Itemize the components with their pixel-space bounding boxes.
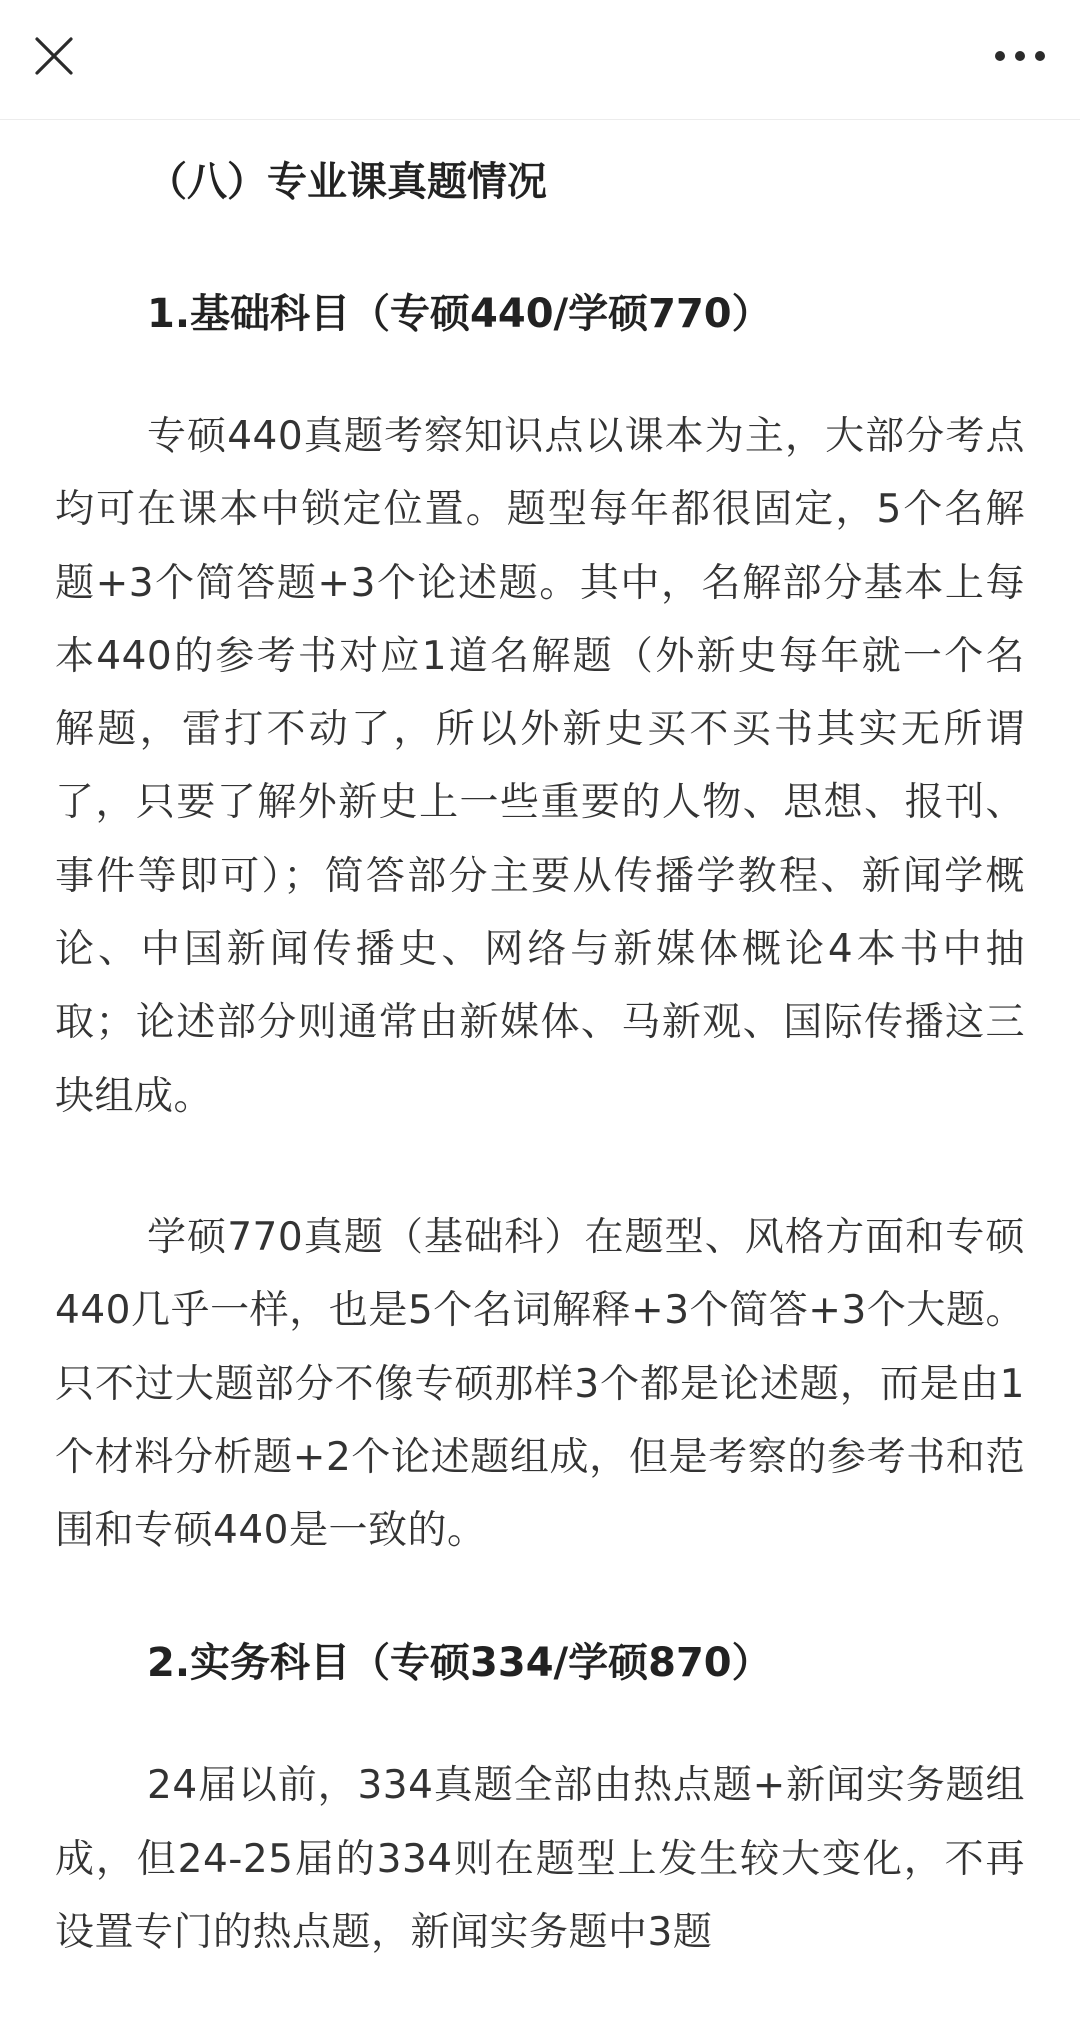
paragraph-1: 专硕440真题考察知识点以课本为主，大部分考点均可在课本中锁定位置。题型每年都很固定，5个名解题+3个简答题+3个论述题。其中，名解部分基本上每本440的参考书对应1道名解题（外新史每年就一个名解题，雷打不动了，所以外新史买不买书其实无所谓了，只要了解外新史上一些重要的人物、思想、报刊、事件等即可）；简答部分主要从传播学教程、新闻学概论、中国新闻传播史、网络与新媒体概论4本书中抽取；论述部分则通常由新媒体、马新观、国际传播这三块组成。 (55, 414, 1025, 1119)
article-content (55, 120, 1025, 2040)
close-icon (34, 36, 74, 76)
paragraph-2: 学硕770真题（基础科）在题型、风格方面和专硕440几乎一样，也是5个名词解释+3个简答+3个大题。只不过大题部分不像专硕那样3个都是论述题，而是由1个材料分析题+2个论述题组成，但是考察的参考书和范围和专硕440是一致的。 (55, 1214, 1025, 1554)
subsection-heading-2: 2.实务科目（专硕334/学硕870） (147, 1640, 772, 1687)
paragraph-3: 24届以前，334真题全部由热点题+新闻实务题组成，但24-25届的334则在题型上发生较大变化，不再设置专门的热点题，新闻实务题中3题 (55, 1763, 1025, 1956)
close-button[interactable] (26, 28, 82, 84)
subsection-heading-1: 1.基础科目（专硕440/学硕770） (147, 291, 772, 337)
section-heading: （八）专业课真题情况 (147, 159, 547, 205)
more-button[interactable] (986, 28, 1054, 84)
more-icon (994, 50, 1046, 62)
top-bar (0, 0, 1080, 120)
